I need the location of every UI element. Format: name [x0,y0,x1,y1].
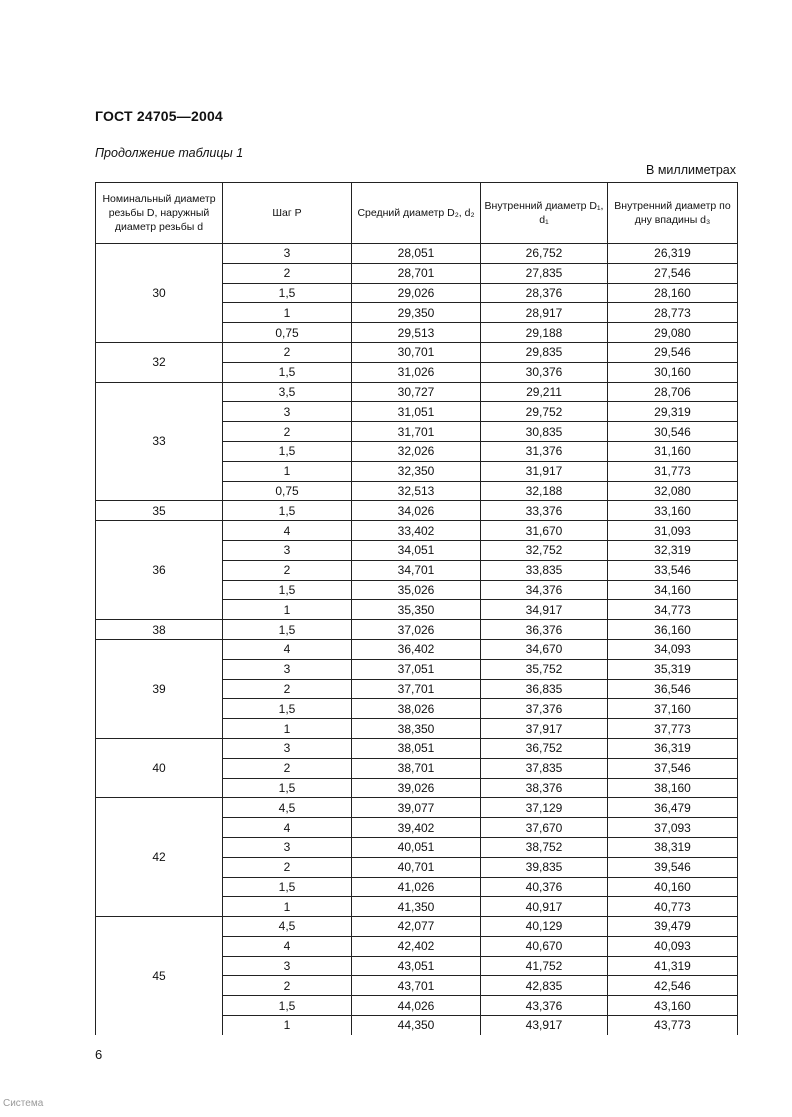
minor-diameter-cell: 41,752 [481,956,608,976]
minor-diameter-cell: 27,835 [481,263,608,283]
pitch-diameter-cell: 29,513 [352,323,481,343]
pitch-cell: 2 [223,758,352,778]
minor-diameter-cell: 39,835 [481,857,608,877]
root-diameter-cell: 30,160 [608,362,738,382]
pitch-cell: 1,5 [223,283,352,303]
root-diameter-cell: 37,546 [608,758,738,778]
root-diameter-cell: 37,093 [608,818,738,838]
root-diameter-cell: 31,160 [608,441,738,461]
minor-diameter-cell: 37,129 [481,798,608,818]
pitch-cell: 2 [223,857,352,877]
pitch-diameter-cell: 41,350 [352,897,481,917]
pitch-diameter-cell: 38,350 [352,719,481,739]
pitch-cell: 2 [223,342,352,362]
minor-diameter-cell: 31,670 [481,521,608,541]
pitch-diameter-cell: 38,051 [352,738,481,758]
minor-diameter-cell: 36,752 [481,738,608,758]
root-diameter-cell: 40,160 [608,877,738,897]
minor-diameter-cell: 33,835 [481,560,608,580]
root-diameter-cell: 36,160 [608,620,738,640]
root-diameter-cell: 34,093 [608,639,738,659]
nominal-diameter-cell: 45 [96,917,223,1035]
table-continuation-caption: Продолжение таблицы 1 [95,146,244,160]
pitch-cell: 1,5 [223,441,352,461]
pitch-diameter-cell: 33,402 [352,521,481,541]
pitch-diameter-cell: 40,701 [352,857,481,877]
pitch-diameter-cell: 35,350 [352,600,481,620]
pitch-diameter-cell: 39,402 [352,818,481,838]
table-row [96,342,738,362]
root-diameter-cell: 29,319 [608,402,738,422]
minor-diameter-cell: 32,188 [481,481,608,501]
minor-diameter-cell: 38,376 [481,778,608,798]
pitch-cell: 1,5 [223,996,352,1016]
pitch-cell: 3 [223,837,352,857]
root-diameter-cell: 26,319 [608,244,738,264]
pitch-diameter-cell: 32,350 [352,461,481,481]
column-header-pitch: Шаг P [223,183,352,244]
root-diameter-cell: 36,319 [608,738,738,758]
root-diameter-cell: 33,160 [608,501,738,521]
pitch-cell: 3 [223,738,352,758]
pitch-diameter-cell: 34,701 [352,560,481,580]
minor-diameter-cell: 31,376 [481,441,608,461]
pitch-diameter-cell: 37,051 [352,659,481,679]
minor-diameter-cell: 28,376 [481,283,608,303]
pitch-cell: 1,5 [223,580,352,600]
pitch-cell: 1 [223,719,352,739]
minor-diameter-cell: 35,752 [481,659,608,679]
root-diameter-cell: 28,160 [608,283,738,303]
pitch-diameter-cell: 32,026 [352,441,481,461]
pitch-diameter-cell: 31,701 [352,422,481,442]
thread-dimensions-table [95,182,738,1035]
root-diameter-cell: 38,160 [608,778,738,798]
pitch-cell: 1 [223,461,352,481]
pitch-cell: 1 [223,1016,352,1035]
pitch-diameter-cell: 29,026 [352,283,481,303]
pitch-cell: 1,5 [223,877,352,897]
pitch-diameter-cell: 43,051 [352,956,481,976]
pitch-cell: 2 [223,976,352,996]
pitch-diameter-cell: 32,513 [352,481,481,501]
page-number: 6 [95,1047,103,1062]
table-row [96,639,738,659]
minor-diameter-cell: 29,188 [481,323,608,343]
table-body [96,244,738,1035]
table-row [96,620,738,640]
root-diameter-cell: 33,546 [608,560,738,580]
minor-diameter-cell: 33,376 [481,501,608,521]
root-diameter-cell: 39,479 [608,917,738,937]
pitch-diameter-cell: 29,350 [352,303,481,323]
nominal-diameter-cell: 38 [96,620,223,640]
root-diameter-cell: 27,546 [608,263,738,283]
pitch-cell: 1,5 [223,501,352,521]
minor-diameter-cell: 43,917 [481,1016,608,1035]
minor-diameter-cell: 29,211 [481,382,608,402]
nominal-diameter-cell: 30 [96,244,223,343]
pitch-diameter-cell: 31,051 [352,402,481,422]
minor-diameter-cell: 31,917 [481,461,608,481]
table-row [96,382,738,402]
nominal-diameter-cell: 40 [96,738,223,797]
pitch-cell: 4,5 [223,917,352,937]
root-diameter-cell: 31,773 [608,461,738,481]
root-diameter-cell: 30,546 [608,422,738,442]
minor-diameter-cell: 42,835 [481,976,608,996]
table-row [96,501,738,521]
root-diameter-cell: 29,080 [608,323,738,343]
minor-diameter-cell: 34,376 [481,580,608,600]
root-diameter-cell: 32,319 [608,540,738,560]
minor-diameter-cell: 37,917 [481,719,608,739]
minor-diameter-cell: 28,917 [481,303,608,323]
root-diameter-cell: 28,706 [608,382,738,402]
pitch-diameter-cell: 38,026 [352,699,481,719]
minor-diameter-cell: 36,376 [481,620,608,640]
root-diameter-cell: 36,479 [608,798,738,818]
pitch-diameter-cell: 37,026 [352,620,481,640]
table-row [96,521,738,541]
pitch-cell: 4 [223,818,352,838]
pitch-diameter-cell: 28,051 [352,244,481,264]
pitch-diameter-cell: 31,026 [352,362,481,382]
nominal-diameter-cell: 42 [96,798,223,917]
column-header-minor-diameter: Внутренний диаметр D₁, d₁ [481,183,608,244]
minor-diameter-cell: 37,835 [481,758,608,778]
minor-diameter-cell: 37,376 [481,699,608,719]
root-diameter-cell: 43,773 [608,1016,738,1035]
pitch-cell: 3 [223,956,352,976]
nominal-diameter-cell: 33 [96,382,223,501]
pitch-cell: 1,5 [223,620,352,640]
table-row [96,798,738,818]
minor-diameter-cell: 40,670 [481,936,608,956]
root-diameter-cell: 29,546 [608,342,738,362]
root-diameter-cell: 40,093 [608,936,738,956]
pitch-cell: 3 [223,402,352,422]
minor-diameter-cell: 43,376 [481,996,608,1016]
root-diameter-cell: 32,080 [608,481,738,501]
minor-diameter-cell: 26,752 [481,244,608,264]
root-diameter-cell: 43,160 [608,996,738,1016]
document-code: ГОСТ 24705—2004 [95,108,223,124]
minor-diameter-cell: 36,835 [481,679,608,699]
watermark: Система [3,1098,44,1109]
pitch-cell: 2 [223,560,352,580]
pitch-cell: 1 [223,600,352,620]
pitch-cell: 1,5 [223,699,352,719]
pitch-cell: 3 [223,659,352,679]
table-row [96,738,738,758]
nominal-diameter-cell: 35 [96,501,223,521]
minor-diameter-cell: 30,376 [481,362,608,382]
pitch-diameter-cell: 42,402 [352,936,481,956]
root-diameter-cell: 36,546 [608,679,738,699]
minor-diameter-cell: 40,129 [481,917,608,937]
pitch-diameter-cell: 40,051 [352,837,481,857]
pitch-diameter-cell: 34,051 [352,540,481,560]
pitch-diameter-cell: 38,701 [352,758,481,778]
minor-diameter-cell: 37,670 [481,818,608,838]
pitch-diameter-cell: 43,701 [352,976,481,996]
pitch-cell: 1 [223,897,352,917]
pitch-cell: 2 [223,422,352,442]
pitch-diameter-cell: 39,077 [352,798,481,818]
pitch-diameter-cell: 37,701 [352,679,481,699]
nominal-diameter-cell: 39 [96,639,223,738]
pitch-cell: 3,5 [223,382,352,402]
pitch-diameter-cell: 34,026 [352,501,481,521]
minor-diameter-cell: 32,752 [481,540,608,560]
root-diameter-cell: 38,319 [608,837,738,857]
root-diameter-cell: 39,546 [608,857,738,877]
minor-diameter-cell: 40,917 [481,897,608,917]
minor-diameter-cell: 40,376 [481,877,608,897]
pitch-cell: 1,5 [223,362,352,382]
pitch-cell: 3 [223,540,352,560]
root-diameter-cell: 37,160 [608,699,738,719]
column-header-root-diameter: Внутренний диаметр по дну впадины d₃ [608,183,738,244]
units-note: В миллиметрах [646,163,736,177]
pitch-cell: 4 [223,936,352,956]
pitch-diameter-cell: 36,402 [352,639,481,659]
root-diameter-cell: 34,160 [608,580,738,600]
pitch-diameter-cell: 39,026 [352,778,481,798]
pitch-cell: 4,5 [223,798,352,818]
pitch-cell: 0,75 [223,323,352,343]
pitch-diameter-cell: 44,026 [352,996,481,1016]
table-row [96,917,738,937]
minor-diameter-cell: 29,835 [481,342,608,362]
root-diameter-cell: 40,773 [608,897,738,917]
root-diameter-cell: 31,093 [608,521,738,541]
pitch-cell: 1 [223,303,352,323]
table-header-row [96,183,738,244]
root-diameter-cell: 41,319 [608,956,738,976]
nominal-diameter-cell: 32 [96,342,223,382]
pitch-cell: 3 [223,244,352,264]
root-diameter-cell: 34,773 [608,600,738,620]
pitch-diameter-cell: 35,026 [352,580,481,600]
nominal-diameter-cell: 36 [96,521,223,620]
pitch-diameter-cell: 30,701 [352,342,481,362]
column-header-pitch-diameter: Средний диаметр D₂, d₂ [352,183,481,244]
minor-diameter-cell: 34,917 [481,600,608,620]
root-diameter-cell: 37,773 [608,719,738,739]
pitch-cell: 4 [223,521,352,541]
pitch-diameter-cell: 30,727 [352,382,481,402]
pitch-diameter-cell: 28,701 [352,263,481,283]
pitch-diameter-cell: 42,077 [352,917,481,937]
pitch-cell: 4 [223,639,352,659]
minor-diameter-cell: 34,670 [481,639,608,659]
pitch-cell: 1,5 [223,778,352,798]
pitch-cell: 0,75 [223,481,352,501]
root-diameter-cell: 35,319 [608,659,738,679]
minor-diameter-cell: 30,835 [481,422,608,442]
minor-diameter-cell: 29,752 [481,402,608,422]
pitch-diameter-cell: 41,026 [352,877,481,897]
root-diameter-cell: 28,773 [608,303,738,323]
table-row [96,244,738,264]
pitch-diameter-cell: 44,350 [352,1016,481,1035]
pitch-cell: 2 [223,679,352,699]
minor-diameter-cell: 38,752 [481,837,608,857]
root-diameter-cell: 42,546 [608,976,738,996]
column-header-nominal-diameter: Номинальный диаметр резьбы D, наружный диаметр резьбы d [96,183,223,244]
pitch-cell: 2 [223,263,352,283]
